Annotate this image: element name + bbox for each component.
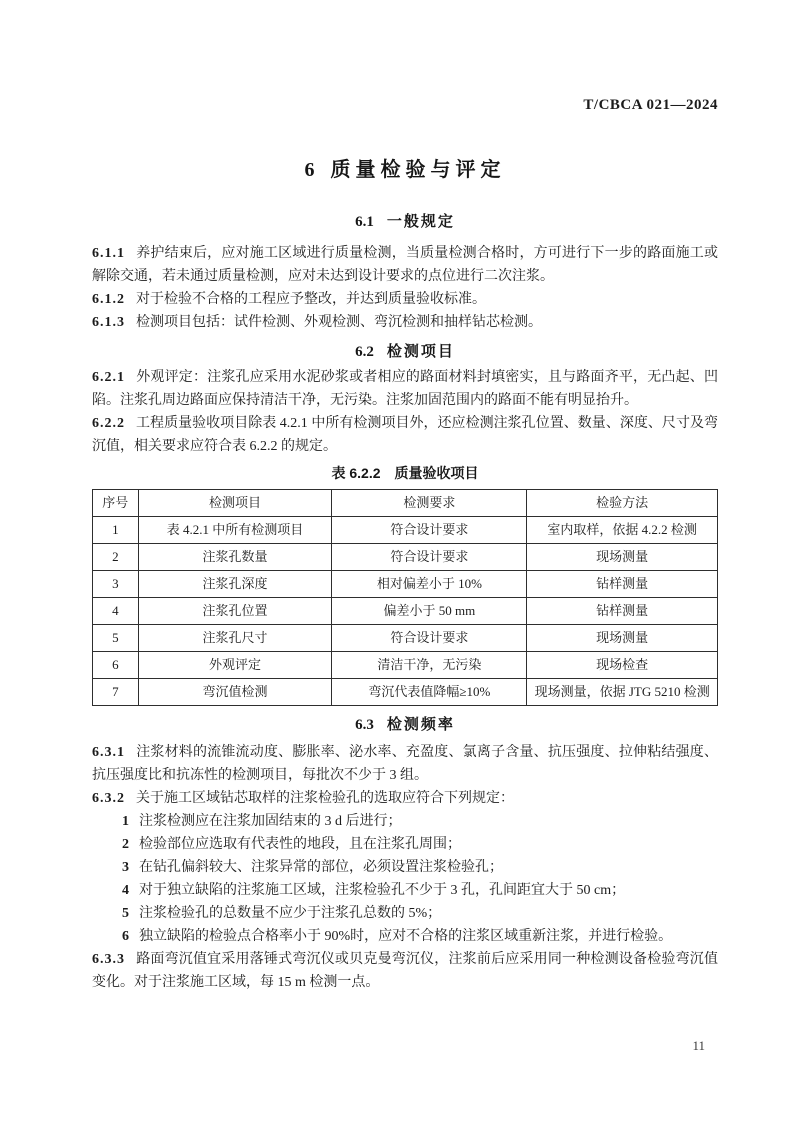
cell-item: 注浆孔深度 — [138, 571, 332, 598]
cell-item: 注浆孔数量 — [138, 544, 332, 571]
list-item-text: 注浆检测应在注浆加固结束的 3 d 后进行； — [139, 814, 402, 829]
section-heading-6-2 — [92, 342, 718, 362]
cell-index: 7 — [93, 679, 139, 706]
section-number: 6.2 — [355, 344, 374, 360]
list-item-number: 2 — [122, 837, 129, 852]
table-row — [93, 679, 718, 706]
section-heading-6-3 — [92, 715, 718, 735]
col-header-index: 序号 — [93, 490, 139, 517]
table-row — [93, 517, 718, 544]
list-item-number: 5 — [122, 906, 129, 921]
table-row — [93, 571, 718, 598]
cell-item: 注浆孔尺寸 — [138, 625, 332, 652]
clause-number: 6.1.1 — [92, 246, 125, 261]
clause-text: 工程质量验收项目除表 4.2.1 中所有检测项目外，还应检测注浆孔位置、数量、深度、尺寸及弯沉值，相关要求应符合表 6.2.2 的规定。 — [92, 416, 718, 454]
clause-6-1-2 — [92, 288, 718, 311]
chapter-heading — [92, 156, 718, 184]
section-number: 6.1 — [355, 214, 374, 230]
col-header-method: 检验方法 — [527, 490, 718, 517]
clause-6-3-1 — [92, 741, 718, 787]
clause-text: 对于检验不合格的工程应予整改，并达到质量验收标准。 — [136, 292, 486, 307]
list-item-2 — [92, 833, 718, 856]
page-content — [92, 96, 718, 994]
clause-number: 6.2.2 — [92, 416, 125, 431]
cell-requirement: 弯沉代表值降幅≥10% — [332, 679, 527, 706]
cell-requirement: 偏差小于 50 mm — [332, 598, 527, 625]
cell-index: 6 — [93, 652, 139, 679]
clause-text: 外观评定：注浆孔应采用水泥砂浆或者相应的路面材料封填密实，且与路面齐平，无凸起、凹陷。注浆孔周边路面应保持清洁干净，无污染。注浆加固范围内的路面不能有明显抬升。 — [92, 370, 718, 408]
col-header-requirement: 检测要求 — [332, 490, 527, 517]
clause-text: 检测项目包括：试件检测、外观检测、弯沉检测和抽样钻芯检测。 — [136, 315, 542, 330]
list-item-text: 独立缺陷的检验点合格率小于 90%时，应对不合格的注浆区域重新注浆，并进行检验。 — [139, 929, 673, 944]
table-header-row — [93, 490, 718, 517]
clause-number: 6.1.3 — [92, 315, 125, 330]
list-item-number: 1 — [122, 814, 129, 829]
clause-number: 6.3.3 — [92, 952, 125, 967]
list-item-number: 4 — [122, 883, 129, 898]
clause-text: 路面弯沉值宜采用落锤式弯沉仪或贝克曼弯沉仪，注浆前后应采用同一种检测设备检验弯沉值变化。对于注浆施工区域，每 15 m 检测一点。 — [92, 952, 718, 990]
clause-number: 6.1.2 — [92, 292, 125, 307]
chapter-number: 6 — [304, 159, 315, 181]
list-item-text: 对于独立缺陷的注浆施工区域，注浆检验孔不少于 3 孔，孔间距宜大于 50 cm； — [139, 883, 626, 898]
cell-requirement: 符合设计要求 — [332, 625, 527, 652]
cell-index: 4 — [93, 598, 139, 625]
cell-method: 钻样测量 — [527, 571, 718, 598]
clause-6-1-1 — [92, 242, 718, 288]
cell-method: 室内取样，依据 4.2.2 检测 — [527, 517, 718, 544]
table-row — [93, 652, 718, 679]
clause-6-1-3 — [92, 311, 718, 334]
cell-requirement: 符合设计要求 — [332, 544, 527, 571]
section-title: 一般规定 — [386, 213, 455, 230]
cell-method: 现场检查 — [527, 652, 718, 679]
cell-method: 钻样测量 — [527, 598, 718, 625]
cell-index: 1 — [93, 517, 139, 544]
list-item-3 — [92, 856, 718, 879]
chapter-title: 质量检验与评定 — [330, 159, 506, 181]
cell-index: 3 — [93, 571, 139, 598]
quality-acceptance-table — [92, 489, 718, 706]
clause-6-3-3 — [92, 948, 718, 994]
list-item-1 — [92, 810, 718, 833]
clause-text: 注浆材料的流锥流动度、膨胀率、泌水率、充盈度、氯离子含量、抗压强度、拉伸粘结强度、抗压强度比和抗冻性的检测项目，每批次不少于 3 组。 — [92, 745, 718, 783]
cell-index: 2 — [93, 544, 139, 571]
clause-6-2-1 — [92, 366, 718, 412]
list-item-5 — [92, 902, 718, 925]
cell-requirement: 相对偏差小于 10% — [332, 571, 527, 598]
cell-item: 弯沉值检测 — [138, 679, 332, 706]
cell-item: 注浆孔位置 — [138, 598, 332, 625]
cell-item: 外观评定 — [138, 652, 332, 679]
cell-method: 现场测量 — [527, 544, 718, 571]
clause-text: 关于施工区域钻芯取样的注浆检验孔的选取应符合下列规定： — [136, 791, 514, 806]
cell-requirement: 清洁干净，无污染 — [332, 652, 527, 679]
section-number: 6.3 — [355, 717, 374, 733]
list-item-text: 检验部位应选取有代表性的地段，且在注浆孔周围； — [139, 837, 461, 852]
list-item-number: 3 — [122, 860, 129, 875]
cell-method: 现场测量 — [527, 625, 718, 652]
list-item-number: 6 — [122, 929, 129, 944]
clause-number: 6.3.2 — [92, 791, 125, 806]
section-heading-6-1 — [92, 212, 718, 232]
col-header-item: 检测项目 — [138, 490, 332, 517]
section-title: 检测频率 — [386, 716, 455, 733]
cell-requirement: 符合设计要求 — [332, 517, 527, 544]
table-row — [93, 625, 718, 652]
cell-item: 表 4.2.1 中所有检测项目 — [138, 517, 332, 544]
cell-method: 现场测量，依据 JTG 5210 检测 — [527, 679, 718, 706]
clause-6-3-2 — [92, 787, 718, 810]
clause-number: 6.2.1 — [92, 370, 125, 385]
table-row — [93, 598, 718, 625]
doc-code: T/CBCA 021—2024 — [583, 97, 718, 113]
clause-text: 养护结束后，应对施工区域进行质量检测，当质量检测合格时，方可进行下一步的路面施工或解除交通，若未通过质量检测，应对未达到设计要求的点位进行二次注浆。 — [92, 246, 718, 284]
list-item-text: 注浆检验孔的总数量不应少于注浆孔总数的 5%； — [139, 906, 442, 921]
list-item-text: 在钻孔偏斜较大、注浆异常的部位，必须设置注浆检验孔； — [139, 860, 503, 875]
table-row — [93, 544, 718, 571]
section-title: 检测项目 — [386, 343, 455, 360]
list-item-6 — [92, 925, 718, 948]
cell-index: 5 — [93, 625, 139, 652]
page-number: 11 — [692, 1038, 705, 1053]
list-item-4 — [92, 879, 718, 902]
clause-number: 6.3.1 — [92, 745, 125, 760]
clause-6-2-2 — [92, 412, 718, 458]
table-caption: 表 6.2.2 质量验收项目 — [331, 465, 479, 481]
